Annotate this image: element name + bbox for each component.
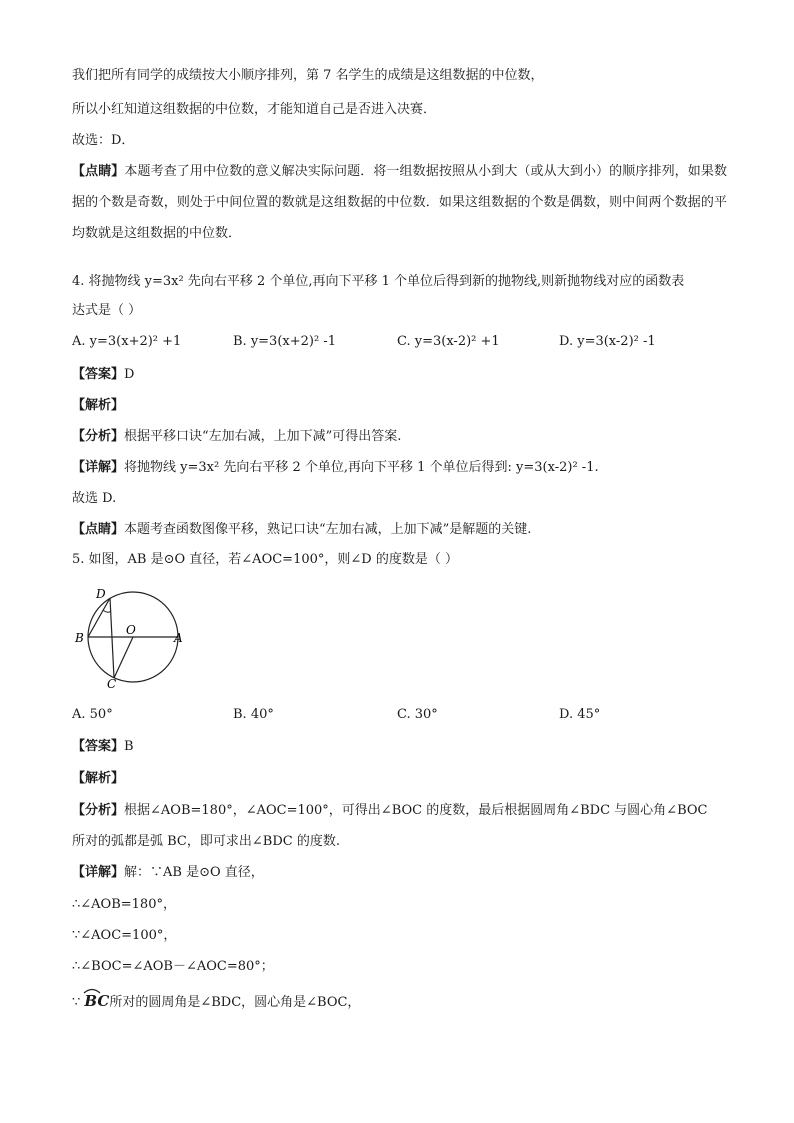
q4-stem-line2: 达式是（ ） — [72, 303, 142, 318]
q5-answer — [72, 738, 134, 756]
label-d: D — [96, 587, 106, 601]
dianjing-text: 本题考查了用中位数的意义解决实际问题．将一组数据按照从小到大（或从大到小）的顺序排列，如果数据的个数是奇数，则处于中间位置的数就是这组数据的中位数．如果这组数据的个数是偶数，则中间两个数据的平均数就是这组数据的中位数． — [72, 164, 727, 241]
q4-xiangjie-text: 将抛物线 y=3x² 先向右平移 2 个单位,再向下平移 1 个单位后得到: y=3(x-2)² -1. — [124, 460, 599, 475]
dianjing-tag: 【点睛】 — [72, 164, 125, 179]
q5-fenxi-tag: 【分析】 — [72, 803, 125, 818]
arc-bc-symbol — [84, 992, 109, 1010]
q5-stem: 5. 如图，AB 是⊙O 直径，若∠AOC=100°，则∠D 的度数是（ ） — [72, 552, 458, 567]
q5-step-1: ∴∠AOB=180°， — [72, 897, 176, 912]
q4-answer — [72, 366, 134, 384]
q4-fenxi-text: 根据平移口诀“左加右减，上加下减”可得出答案. — [124, 429, 402, 444]
arc-bc-label: BC — [84, 992, 110, 1010]
q5-step-2: ∵∠AOC=100°， — [72, 928, 177, 943]
q5-fenxi-line2: 所对的弧都是弧 BC，即可求出∠BDC 的度数. — [72, 834, 340, 849]
label-c: C — [107, 677, 117, 691]
q5-xiangjie-tag: 【详解】 — [72, 865, 125, 880]
q5-fenxi-line1 — [72, 802, 707, 820]
q4-answer-value: D — [124, 367, 135, 382]
label-a: A — [174, 631, 183, 645]
q5-step-4-prefix: ∵ — [72, 995, 81, 1010]
line-3: 故选：D． — [72, 133, 135, 148]
q4-guxuan: 故选 D. — [72, 491, 117, 506]
label-o: O — [126, 623, 136, 637]
q5-option-a: A. 50° — [72, 707, 113, 722]
q4-option-c: C. y=3(x-2)² +1 — [397, 334, 500, 349]
q4-option-a: A. y=3(x+2)² +1 — [72, 334, 182, 349]
line-2: 所以小红知道这组数据的中位数，才能知道自己是否进入决赛． — [72, 102, 437, 117]
angle-d-arc — [103, 610, 111, 612]
q5-xiangjie-text: 解：∵AB 是⊙O 直径， — [124, 865, 264, 880]
chord-db — [88, 598, 110, 637]
q4-option-d: D. y=3(x-2)² -1 — [559, 334, 656, 349]
q4-xiangjie — [72, 459, 599, 477]
q4-xiangjie-tag: 【详解】 — [72, 460, 125, 475]
label-b: B — [75, 631, 84, 645]
q5-analysis-tag: 【解析】 — [72, 771, 125, 786]
q5-option-b: B. 40° — [233, 707, 274, 722]
q4-fenxi — [72, 428, 401, 446]
q4-answer-tag: 【答案】 — [72, 367, 125, 382]
q4-dianjing-text: 本题考查函数图像平移，熟记口诀“左加右减，上加下减”是解题的关键. — [124, 522, 532, 537]
q5-option-c: C. 30° — [397, 707, 438, 722]
q4-option-b: B. y=3(x+2)² -1 — [233, 334, 336, 349]
q5-step-3: ∴∠BOC=∠AOB－∠AOC=80°； — [72, 959, 274, 974]
q4-dianjing-tag: 【点睛】 — [72, 522, 125, 537]
arc-mark-icon — [83, 988, 101, 994]
q4-analysis-tag: 【解析】 — [72, 398, 125, 413]
q5-xiangjie — [72, 864, 264, 882]
q4-dianjing — [72, 521, 531, 539]
q5-answer-tag: 【答案】 — [72, 739, 125, 754]
q5-answer-value: B — [124, 739, 134, 754]
q5-fenxi-text-1: 根据∠AOB=180°，∠AOC=100°，可得出∠BOC 的度数，最后根据圆周角∠BDC 与圆心角∠BOC — [124, 803, 708, 818]
q4-stem-line1: 4. 将抛物线 y=3x² 先向右平移 2 个单位,再向下平移 1 个单位后得到新的抛物线,则新抛物线对应的函数表 — [72, 274, 685, 289]
q5-step-4 — [72, 992, 360, 1012]
q5-option-d: D. 45° — [559, 707, 601, 722]
radius-oc — [114, 637, 133, 678]
chord-dc — [110, 598, 114, 678]
line-1: 我们把所有同学的成绩按大小顺序排列，第 7 名学生的成绩是这组数据的中位数， — [72, 68, 544, 83]
circle-figure — [70, 584, 190, 692]
dianjing-paragraph — [72, 156, 727, 249]
q4-fenxi-tag: 【分析】 — [72, 429, 125, 444]
q5-step-4-text: 所对的圆周角是∠BDC，圆心角是∠BOC， — [109, 995, 361, 1010]
